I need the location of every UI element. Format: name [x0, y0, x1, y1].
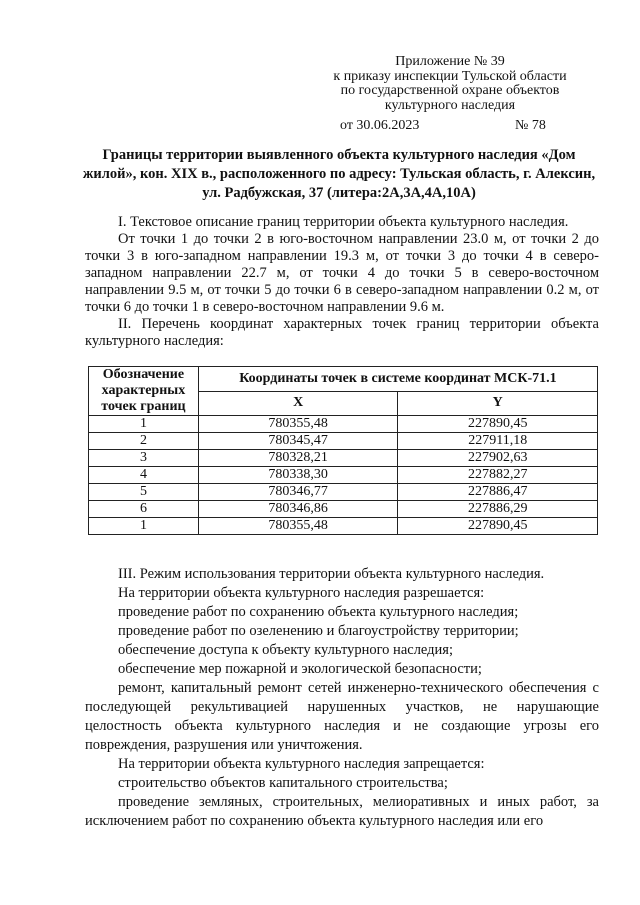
table-row	[89, 467, 598, 484]
appendix-line: культурного наследия	[384, 97, 516, 113]
section-3	[85, 565, 599, 831]
point-cell: 3	[89, 450, 199, 467]
coordinates-header: Координаты точек в системе координат МСК-71.1	[198, 367, 597, 392]
y-cell: 227902,63	[398, 450, 598, 467]
y-cell: 227882,27	[398, 467, 598, 484]
appendix-line: к приказу инспекции Тульской области	[333, 68, 567, 84]
point-cell: 1	[89, 518, 199, 535]
table-row	[89, 433, 598, 450]
y-cell: 227911,18	[398, 433, 598, 450]
points-column-header: Обозначение характерных точек границ	[89, 367, 199, 416]
table-row	[89, 501, 598, 518]
section-1	[85, 214, 599, 350]
section-1-heading: I. Текстовое описание границ территории объекта культурного наследия.	[118, 214, 569, 230]
forbidden-item: проведение земляных, строительных, мелиоративных и иных работ, за исключением работ по сохранению объекта культурного наследия или его	[85, 794, 599, 829]
y-cell: 227886,29	[398, 501, 598, 518]
appendix-line: Приложение № 39	[395, 54, 505, 69]
allowed-item: проведение работ по сохранению объекта культурного наследия;	[118, 604, 519, 620]
allowed-item: обеспечение доступа к объекту культурного наследия;	[118, 642, 454, 658]
point-cell: 6	[89, 501, 199, 518]
allowed-item: обеспечение мер пожарной и экологической безопасности;	[118, 661, 482, 677]
x-cell: 780328,21	[198, 450, 398, 467]
point-cell: 2	[89, 433, 199, 450]
point-cell: 1	[89, 416, 199, 433]
allowed-intro: На территории объекта культурного наследия разрешается:	[118, 585, 485, 601]
section-3-heading: III. Режим использования территории объекта культурного наследия.	[118, 566, 545, 582]
order-date: от 30.06.2023	[340, 118, 420, 133]
x-cell: 780346,86	[198, 501, 398, 518]
x-cell: 780345,47	[198, 433, 398, 450]
x-cell: 780355,48	[198, 416, 398, 433]
allowed-item: ремонт, капитальный ремонт сетей инженерно-технического обеспечения с последующей рекультивацией нарушенных участков, не нарушающие целостность объекта культурного наследия и не создающие угрозы его повреждения, разрушения или уничтожения.	[85, 680, 599, 753]
y-cell: 227886,47	[398, 484, 598, 501]
point-cell: 5	[89, 484, 199, 501]
table-row	[89, 416, 598, 433]
y-cell: 227890,45	[398, 518, 598, 535]
y-header: Y	[398, 391, 598, 416]
table-row	[89, 518, 598, 535]
point-cell: 4	[89, 467, 199, 484]
appendix-block	[300, 55, 600, 113]
section-1-text: От точки 1 до точки 2 в юго-восточном направлении 23.0 м, от точки 2 до точки 3 в юго-западном направлении 19.3 м, от точки 3 до точки 4 в северо-западном направлении 22.7 м, от точки 4 до точки 5 в северо-восточном направлении 9.5 м, от точки 5 до точки 6 в северо-западном направлении 0.2 м, от точки 6 до точки 1 в северо-восточном направлении 9.6 м.	[85, 231, 599, 315]
section-2-heading: II. Перечень координат характерных точек границ территории объекта культурного наследия:	[85, 316, 599, 349]
order-number: № 78	[515, 118, 546, 133]
appendix-line: по государственной охране объектов	[340, 83, 560, 98]
x-cell: 780355,48	[198, 518, 398, 535]
forbidden-item: строительство объектов капитального строительства;	[118, 775, 448, 791]
x-cell: 780338,30	[198, 467, 398, 484]
allowed-item: проведение работ по озеленению и благоустройству территории;	[118, 623, 519, 639]
table-row	[89, 484, 598, 501]
forbidden-intro: На территории объекта культурного наследия запрещается:	[118, 756, 485, 772]
coordinates-table	[88, 366, 598, 535]
y-cell: 227890,45	[398, 416, 598, 433]
table-row	[89, 450, 598, 467]
document-title: Границы территории выявленного объекта культурного наследия «Дом жилой», кон. XIX в., расположенного по адресу: Тульская область, г. Алексин, ул. Радбужская, 37 (литера:2А,3А,4А,10А)	[82, 147, 596, 201]
x-header: X	[198, 391, 398, 416]
x-cell: 780346,77	[198, 484, 398, 501]
